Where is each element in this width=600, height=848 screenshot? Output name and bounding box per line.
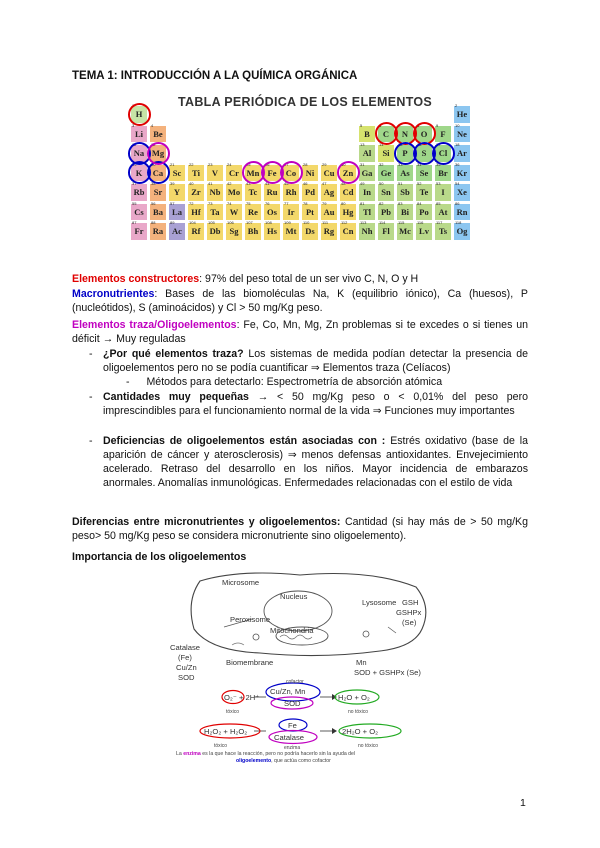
element-symbol: Na xyxy=(133,148,145,158)
element-symbol: Mg xyxy=(151,148,165,158)
element-symbol: Ti xyxy=(192,167,200,178)
bullet-label: ¿Por qué elementos traza? xyxy=(103,348,244,360)
label-mn: Mn xyxy=(356,658,367,667)
label-lysosome: Lysosome xyxy=(362,598,397,607)
atomic-number: 73 xyxy=(208,200,213,206)
element-symbol: Nb xyxy=(209,187,221,197)
element-symbol: Bi xyxy=(400,206,410,217)
label-gsh: GSH xyxy=(402,598,419,607)
element-symbol: Cl xyxy=(438,148,448,158)
element-symbol: Sc xyxy=(172,167,182,178)
element-symbol: Cu xyxy=(323,167,335,178)
element-symbol: In xyxy=(362,187,372,197)
reaction1-cofactor: Cu/Zn, Mn xyxy=(270,687,306,696)
element-symbol: Tl xyxy=(362,206,372,217)
paragraph-diferencias xyxy=(72,515,528,543)
atomic-number: 104 xyxy=(189,220,196,225)
element-symbol: Xe xyxy=(457,187,467,197)
atomic-number: 78 xyxy=(303,200,308,206)
element-symbol: Ni xyxy=(305,167,315,178)
atomic-number: 16 xyxy=(417,142,422,147)
paragraph-oligoelementos xyxy=(72,318,528,346)
element-symbol: Ds xyxy=(305,226,315,236)
element-symbol: He xyxy=(456,109,468,119)
label-gshpx: GSHPx xyxy=(396,608,422,617)
atomic-number: 72 xyxy=(189,200,194,206)
atomic-number: 113 xyxy=(360,220,367,225)
element-symbol: Tc xyxy=(248,187,258,197)
atomic-number: 17 xyxy=(436,142,441,147)
reaction2-enzyme: Catalase xyxy=(274,733,304,742)
atomic-number: 7 xyxy=(398,122,401,128)
label-nontoxic-1: no tóxico xyxy=(348,709,369,715)
label-cofactor: cofactor xyxy=(286,679,304,685)
text-diferencias: Cantidad (si hay más de > 50 mg/Kg peso> 50 mg/Kg peso se considera micronutriente sino oligoelemento). xyxy=(72,516,528,542)
atomic-number: 79 xyxy=(322,200,327,206)
element-symbol: Cr xyxy=(229,167,239,178)
atomic-number: 55 xyxy=(132,200,137,206)
reaction2-left: H₂O₂ + H₂O₂ xyxy=(204,727,248,736)
atomic-number: 8 xyxy=(417,122,420,128)
atomic-number: 3 xyxy=(132,122,135,128)
element-symbol: S xyxy=(421,148,427,158)
element-symbol: H xyxy=(135,109,143,119)
atomic-number: 112 xyxy=(341,220,348,225)
caption-oligoelemento: oligoelemento xyxy=(236,758,272,764)
label-sod-gshpx: SOD + GSHPx (Se) xyxy=(354,668,421,677)
element-symbol: Li xyxy=(134,128,144,139)
element-symbol: O xyxy=(420,128,428,139)
atomic-number: 86 xyxy=(455,200,460,206)
text-macronutrientes: : Bases de las biomoléculas Na, K (equilibrio iónico), Ca (huesos), P (nucleótidos), S (aminoácidos) y Cl > 50 mg/Kg peso. xyxy=(72,288,528,314)
oligoelement-diagram xyxy=(170,567,434,767)
atomic-number: 111 xyxy=(322,220,329,225)
label-nontoxic-2: no tóxico xyxy=(358,743,379,749)
label-mitochondria: Mitochondria xyxy=(270,626,314,635)
element-symbol: Sb xyxy=(400,187,410,197)
atomic-number: 107 xyxy=(246,220,253,225)
page-title: TEMA 1: INTRODUCCIÓN A LA QUÍMICA ORGÁNICA xyxy=(72,70,358,82)
element-symbol: Ag xyxy=(323,187,335,197)
atomic-number: 18 xyxy=(455,142,460,147)
atomic-number: 39 xyxy=(170,181,175,186)
element-symbol: Al xyxy=(362,148,372,158)
heading-importancia: Importancia de los oligoelementos xyxy=(72,551,247,563)
atomic-number: 33 xyxy=(398,161,403,167)
subbullet-text: Métodos para detectarlo: Espectrometría de absorción atómica xyxy=(146,376,443,388)
element-cell xyxy=(320,222,338,241)
bullet-dash: - xyxy=(89,391,93,403)
element-symbol: Ta xyxy=(210,206,220,217)
label-peroxisome: Peroxisome xyxy=(230,615,271,624)
caption-text: La xyxy=(176,751,184,757)
label-cuzn: Cu/Zn xyxy=(176,663,197,672)
atomic-number: 56 xyxy=(151,200,156,206)
atomic-number: 28 xyxy=(303,161,308,167)
element-symbol: Mn xyxy=(246,167,260,178)
element-symbol: Ge xyxy=(380,167,392,178)
atomic-number: 83 xyxy=(398,200,403,206)
atomic-number: 42 xyxy=(227,181,232,186)
element-symbol: La xyxy=(172,206,182,217)
atomic-number: 19 xyxy=(132,161,137,167)
element-symbol: Hf xyxy=(191,206,201,217)
element-cell xyxy=(149,222,167,241)
caption-text: es la que hace la reacción, pero no podría hacerlo sin la ayuda del xyxy=(200,751,356,757)
label-constructores: Elementos constructores xyxy=(72,273,200,285)
text-oligoelementos: : Fe, Co, Mn, Mg, Zn problemas si te excedes o si tienes un déficit → Muy reguladas xyxy=(72,319,528,345)
bullet-dash: - xyxy=(89,435,93,447)
element-symbol: Ra xyxy=(152,226,164,236)
atomic-number: 88 xyxy=(151,220,156,225)
label-nucleus: Nucleus xyxy=(280,592,308,601)
element-symbol: Mo xyxy=(227,187,241,197)
element-cell xyxy=(358,222,376,241)
atomic-number: 34 xyxy=(417,161,422,167)
atomic-number: 30 xyxy=(341,161,346,167)
element-cell xyxy=(168,222,186,241)
element-symbol: Pd xyxy=(305,187,315,197)
element-symbol: P xyxy=(402,148,408,158)
atomic-number: 54 xyxy=(455,181,460,186)
label-catalase: Catalase xyxy=(170,643,200,652)
element-symbol: Bh xyxy=(247,226,259,236)
atomic-number: 32 xyxy=(379,161,384,167)
element-symbol: Pb xyxy=(381,206,391,217)
element-symbol: Ga xyxy=(361,167,373,178)
element-symbol: Br xyxy=(438,167,448,178)
label-sod: SOD xyxy=(178,673,195,682)
element-symbol: Ne xyxy=(457,128,467,139)
element-cell xyxy=(263,222,281,241)
atomic-number: 46 xyxy=(303,181,308,186)
element-symbol: N xyxy=(401,128,409,139)
element-symbol: V xyxy=(211,167,219,178)
element-symbol: Te xyxy=(419,187,429,197)
element-symbol: Db xyxy=(209,226,221,236)
reaction1-enzyme: SOD xyxy=(284,699,301,708)
label-diferencias: Diferencias entre micronutrientes y oligoelementos: xyxy=(72,516,341,528)
highlight-ring xyxy=(280,161,303,184)
atomic-number: 116 xyxy=(417,220,424,225)
caption-text: , que actúa como cofactor xyxy=(271,758,331,764)
label-oligoelementos: Elementos traza/Oligoelementos xyxy=(72,319,237,331)
element-symbol: Cn xyxy=(342,226,354,236)
element-symbol: Nh xyxy=(361,226,373,236)
element-symbol: Fr xyxy=(134,226,144,236)
atomic-number: 5 xyxy=(360,122,363,128)
element-symbol: Mt xyxy=(285,226,297,236)
atomic-number: 80 xyxy=(341,200,346,206)
bullet-por-que xyxy=(89,347,528,375)
element-cell xyxy=(415,222,433,241)
atomic-number: 23 xyxy=(208,161,213,167)
bullet-text: Los sistemas de medida podían detectar la presencia de oligoelementos pero no se podía cuantificar ⇒ Elementos traza (Celíacos) xyxy=(103,348,528,374)
element-symbol: Ca xyxy=(152,167,164,178)
element-symbol: B xyxy=(364,128,370,139)
atomic-number: 2 xyxy=(455,103,458,108)
label-microsome: Microsome xyxy=(222,578,260,587)
highlight-ring xyxy=(128,103,151,126)
element-cell xyxy=(396,222,414,241)
element-symbol: Rh xyxy=(285,187,297,197)
element-cell xyxy=(130,222,148,241)
element-symbol: Ac xyxy=(172,226,182,236)
element-symbol: Rn xyxy=(456,206,468,217)
bullet-text: → < 50 mg/Kg peso o < 0,01% del peso pero imprescindibles para el funcionamiento normal de la vida ⇒ Funciones muy importantes xyxy=(103,391,528,417)
subbullet-dash: - xyxy=(126,376,130,388)
element-symbol: Be xyxy=(153,128,163,139)
atomic-number: 45 xyxy=(284,181,289,186)
element-symbol: Sr xyxy=(153,187,163,197)
bullet-deficiencias xyxy=(89,434,528,490)
atomic-number: 4 xyxy=(151,122,154,128)
element-cell xyxy=(434,222,452,241)
element-symbol: C xyxy=(382,128,390,139)
atomic-number: 118 xyxy=(455,220,462,225)
element-cell xyxy=(339,222,357,241)
highlight-ring xyxy=(432,142,455,165)
atomic-number: 40 xyxy=(189,181,194,186)
periodic-table-image xyxy=(128,93,473,265)
element-symbol: Hg xyxy=(342,206,354,217)
element-symbol: Re xyxy=(248,206,258,217)
element-symbol: Ts xyxy=(438,226,448,236)
element-symbol: Po xyxy=(419,206,429,217)
element-symbol: I xyxy=(441,187,445,197)
highlight-ring xyxy=(147,142,170,165)
atomic-number: 27 xyxy=(284,161,289,167)
atomic-number: 85 xyxy=(436,200,441,206)
diagram-caption-line2 xyxy=(236,757,331,766)
element-symbol: Au xyxy=(323,206,335,217)
element-symbol: Fl xyxy=(382,226,390,236)
reaction2-cofactor: Fe xyxy=(288,721,297,730)
atomic-number: 77 xyxy=(284,200,289,206)
periodic-table-title: TABLA PERIÓDICA DE LOS ELEMENTOS xyxy=(178,95,433,109)
atomic-number: 6 xyxy=(379,122,382,128)
atomic-number: 35 xyxy=(436,161,441,167)
atomic-number: 25 xyxy=(246,161,251,167)
bullet-label: Deficiencias de oligoelementos están asociadas con : xyxy=(103,435,386,447)
atomic-number: 43 xyxy=(246,181,251,186)
atomic-number: 1 xyxy=(132,103,135,108)
element-cell xyxy=(206,222,224,241)
element-symbol: Og xyxy=(456,226,468,236)
element-symbol: Se xyxy=(419,167,429,178)
atomic-number: 74 xyxy=(227,200,232,206)
paragraph-constructores xyxy=(72,272,528,286)
atomic-number: 22 xyxy=(189,161,194,167)
atomic-number: 109 xyxy=(284,220,291,225)
element-cell xyxy=(244,222,262,241)
element-symbol: Mc xyxy=(399,226,411,236)
element-symbol: Ir xyxy=(287,206,295,217)
element-symbol: Rf xyxy=(191,226,201,236)
atomic-number: 81 xyxy=(360,200,365,206)
atomic-number: 10 xyxy=(455,122,460,128)
element-symbol: Pt xyxy=(305,206,315,217)
atomic-number: 106 xyxy=(227,220,234,225)
reaction1-right: H₂O + O₂ xyxy=(338,693,370,702)
atomic-number: 48 xyxy=(341,181,346,186)
element-symbol: Fe xyxy=(267,167,277,178)
atomic-number: 75 xyxy=(246,200,251,206)
element-cell xyxy=(377,222,395,241)
atomic-number: 115 xyxy=(398,220,405,225)
atomic-number: 53 xyxy=(436,181,441,186)
element-symbol: Lv xyxy=(419,226,429,236)
atomic-number: 87 xyxy=(132,220,137,225)
element-symbol: At xyxy=(438,206,448,217)
bullet-dash: - xyxy=(89,348,93,360)
label-se: (Se) xyxy=(402,618,417,627)
atomic-number: 52 xyxy=(417,181,422,186)
atomic-number: 31 xyxy=(360,161,365,167)
atomic-number: 105 xyxy=(208,220,215,225)
atomic-number: 114 xyxy=(379,220,386,225)
atomic-number: 15 xyxy=(398,142,403,147)
element-symbol: W xyxy=(229,206,239,217)
element-symbol: Si xyxy=(382,148,390,158)
atomic-number: 9 xyxy=(436,122,439,128)
element-symbol: Zn xyxy=(342,167,354,178)
element-symbol: Ar xyxy=(457,148,467,158)
bullet-label: Cantidades muy pequeñas xyxy=(103,391,249,403)
atomic-number: 117 xyxy=(436,220,443,225)
text-constructores: : 97% del peso total de un ser vivo C, N, O y H xyxy=(199,273,419,285)
element-cell xyxy=(282,222,300,241)
element-symbol: Y xyxy=(173,187,181,197)
element-symbol: Cd xyxy=(342,187,354,197)
atomic-number: 82 xyxy=(379,200,384,206)
atomic-number: 84 xyxy=(417,200,422,206)
bullet-text: Estrés oxidativo (base de la aparición de cáncer y aterosclerosis) ⇒ menos defensas antioxidantes. Envejecimiento acelerado. Retraso del desarrollo en los niños. Mayor incidencia de embarazos anormales. Anomalías inmunológicas. Enfermedades relacionadas con el estilo de vida xyxy=(103,435,528,489)
atomic-number: 29 xyxy=(322,161,327,167)
reaction1-left: O₂⁻ + 2H⁺ xyxy=(224,693,260,702)
label-fe: (Fe) xyxy=(178,653,192,662)
element-symbol: Sg xyxy=(229,226,239,236)
atomic-number: 38 xyxy=(151,181,156,186)
atomic-number: 49 xyxy=(360,181,365,186)
reaction2-right: 2H₂O + O₂ xyxy=(342,727,379,736)
atomic-number: 47 xyxy=(322,181,327,186)
label-toxic-1: tóxico xyxy=(226,709,240,715)
element-cell xyxy=(301,222,319,241)
page-number: 1 xyxy=(520,797,526,809)
element-symbol: Zr xyxy=(191,187,201,197)
label-biomembrane: Biomembrane xyxy=(226,658,274,667)
label-macronutrientes: Macronutrientes xyxy=(72,288,155,300)
element-symbol: Os xyxy=(267,206,277,217)
element-symbol: F xyxy=(440,128,446,139)
element-cell xyxy=(225,222,243,241)
atomic-number: 24 xyxy=(227,161,232,167)
atomic-number: 108 xyxy=(265,220,272,225)
atomic-number: 26 xyxy=(265,161,270,167)
atomic-number: 12 xyxy=(151,142,156,147)
element-symbol: Kr xyxy=(456,167,468,178)
element-symbol: Sn xyxy=(381,187,391,197)
atomic-number: 76 xyxy=(265,200,270,206)
atomic-number: 14 xyxy=(379,142,384,147)
atomic-number: 21 xyxy=(170,161,175,167)
element-symbol: Rg xyxy=(323,226,335,236)
subbullet-metodos xyxy=(126,375,442,389)
element-symbol: As xyxy=(400,167,410,178)
highlight-ring xyxy=(337,161,360,184)
atomic-number: 37 xyxy=(132,181,137,186)
element-symbol: Rb xyxy=(133,187,145,197)
atomic-number: 11 xyxy=(132,142,137,147)
label-toxic-2: tóxico xyxy=(214,743,228,749)
label-enzima: enzima xyxy=(284,745,301,751)
atomic-number: 20 xyxy=(151,161,156,167)
atomic-number: 110 xyxy=(303,220,310,225)
element-cell xyxy=(453,222,471,241)
atomic-number: 41 xyxy=(208,181,213,186)
atomic-number: 89 xyxy=(170,220,175,225)
element-symbol: Ru xyxy=(266,187,278,197)
element-symbol: Ba xyxy=(153,206,163,217)
atomic-number: 44 xyxy=(265,181,270,186)
element-symbol: Hs xyxy=(267,226,277,236)
bullet-cantidades xyxy=(89,390,528,418)
atomic-number: 57 xyxy=(170,200,175,206)
atomic-number: 36 xyxy=(455,161,460,167)
element-symbol: Co xyxy=(285,167,297,178)
atomic-number: 13 xyxy=(360,142,365,147)
element-symbol: Cs xyxy=(134,206,144,217)
element-cell xyxy=(187,222,205,241)
atomic-number: 50 xyxy=(379,181,384,186)
element-symbol: K xyxy=(135,167,143,178)
paragraph-macronutrientes xyxy=(72,287,528,315)
caption-enzima: enzima xyxy=(183,751,201,757)
atomic-number: 51 xyxy=(398,181,403,186)
